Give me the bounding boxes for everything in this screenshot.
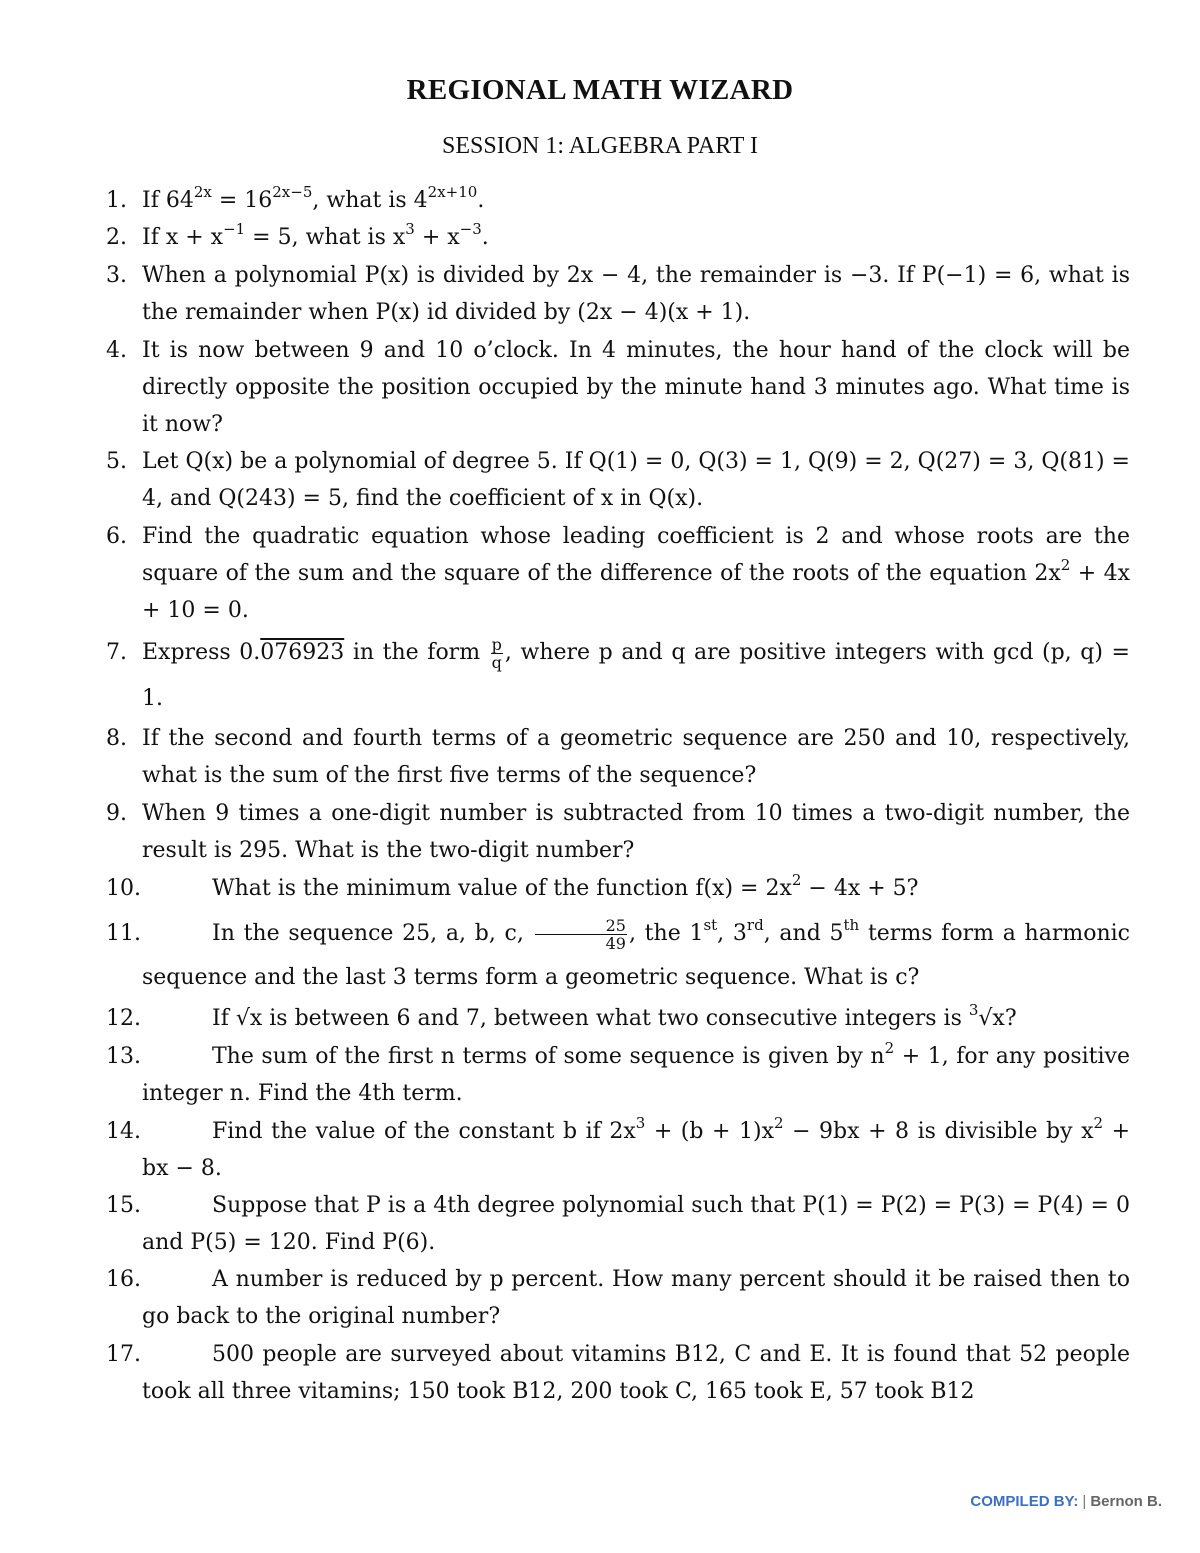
- fraction: $\frac{p}{q}$: [491, 634, 502, 672]
- question-number: 11.: [106, 921, 141, 946]
- question-number: 12.: [106, 1006, 141, 1031]
- question-number: 10.: [106, 876, 141, 901]
- question-2: 2. If $x + x^{-1} = 5$, what is $x^3 + x^{-3}$.: [106, 219, 1130, 256]
- question-3: [106, 257, 1130, 331]
- footer-credit: [970, 1493, 1162, 1510]
- question-11: 11. In the sequence 25, a, b, c, $\frac{25}{49}$ , the 1st, 3rd, and 5th terms form a harmonic sequence and the last 3 terms form a geometric sequence. What is c?: [106, 912, 1130, 1000]
- question-number: 16.: [106, 1267, 141, 1292]
- footer-separator: |: [1082, 1493, 1087, 1510]
- question-number: 1.: [106, 188, 127, 213]
- question-text: 500 people are surveyed about vitamins B12, C and E. It is found that 52 people took all three vitamins; 150 took B12, 200 took C, 165 took E, 57 took B12: [142, 1342, 1130, 1404]
- question-14: 14. Find the value of the constant b if $2x^3 + (b + 1)x^2 - 9bx + 8$ is divisible by $x^2$ + bx − 8.: [106, 1114, 1131, 1181]
- fraction: $\frac{25}{49}$: [535, 917, 627, 952]
- question-number: 13.: [106, 1044, 141, 1069]
- question-number: 15.: [106, 1193, 141, 1218]
- question-number: 6.: [106, 524, 127, 549]
- question-15: [106, 1187, 1130, 1261]
- question-number: 3.: [106, 263, 127, 288]
- compiled-by-label: COMPILED BY:: [970, 1493, 1079, 1510]
- question-number: 9.: [106, 801, 127, 826]
- question-5: [106, 443, 1130, 517]
- question-number: 4.: [106, 338, 127, 363]
- question-10: 10. What is the minimum value of the function $f(x) = 2x^2 - 4x + 5$?: [106, 870, 1130, 907]
- question-text: When a polynomial P(x) is divided by 2x − 4, the remainder is −3. If P(−1) = 6, what is the remainder when P(x) id divided by (2x − 4)(x + 1).: [142, 263, 1130, 325]
- question-13: 13. The sum of the first n terms of some sequence is given by $n^2 + 1$, for any positive integer n. Find the 4th term.: [106, 1039, 1130, 1106]
- page-title: REGIONAL MATH WIZARD: [406, 74, 794, 106]
- question-8: [106, 720, 1130, 794]
- repeating-decimal: 076923: [260, 640, 345, 665]
- question-17: [106, 1336, 1130, 1410]
- question-1: 1. If $64^{2x} = 16^{2x-5}$, what is $4^{2x+10}$.: [106, 182, 1130, 219]
- question-9: [106, 795, 1130, 869]
- session-subtitle: SESSION 1: ALGEBRA PART I: [442, 133, 758, 159]
- question-6: 6. Find the quadratic equation whose leading coefficient is 2 and whose roots are the square of the sum and the square of the difference of the roots of the equation $2x^2 + 4x + 10 = 0$.: [106, 518, 1130, 629]
- question-number: 17.: [106, 1342, 141, 1367]
- question-number: 5.: [106, 449, 127, 474]
- author-name: Bernon B.: [1090, 1493, 1162, 1510]
- question-12: 12. If √x is between 6 and 7, between what two consecutive integers is $^3$√x?: [106, 1000, 1130, 1037]
- question-text: If the second and fourth terms of a geometric sequence are 250 and 10, respectively, what is the sum of the first five terms of the sequence?: [142, 726, 1130, 788]
- question-text: It is now between 9 and 10 o’clock. In 4 minutes, the hour hand of the clock will be directly opposite the position occupied by the minute hand 3 minutes ago. What time is it now?: [142, 338, 1130, 437]
- question-text: A number is reduced by p percent. How many percent should it be raised then to go back to the original number?: [142, 1267, 1130, 1329]
- question-7: 7. Express 0.076923 in the form $\frac{p}{q}$ , where p and q are positive integers with gcd (p, q) = 1.: [106, 630, 1130, 722]
- question-number: 7.: [106, 640, 127, 665]
- question-text: Let Q(x) be a polynomial of degree 5. If Q(1) = 0, Q(3) = 1, Q(9) = 2, Q(27) = 3, Q(81) = 4, and Q(243) = 5, find the coefficient of x in Q(x).: [142, 449, 1130, 511]
- question-4: [106, 332, 1130, 443]
- question-number: 2.: [106, 225, 127, 250]
- question-16: [106, 1261, 1130, 1335]
- question-number: 14.: [106, 1119, 141, 1144]
- question-text: Suppose that P is a 4th degree polynomial such that P(1) = P(2) = P(3) = P(4) = 0 and P(5) = 120. Find P(6).: [142, 1193, 1130, 1255]
- question-text: When 9 times a one-digit number is subtracted from 10 times a two-digit number, the result is 295. What is the two-digit number?: [142, 801, 1130, 863]
- question-number: 8.: [106, 726, 127, 751]
